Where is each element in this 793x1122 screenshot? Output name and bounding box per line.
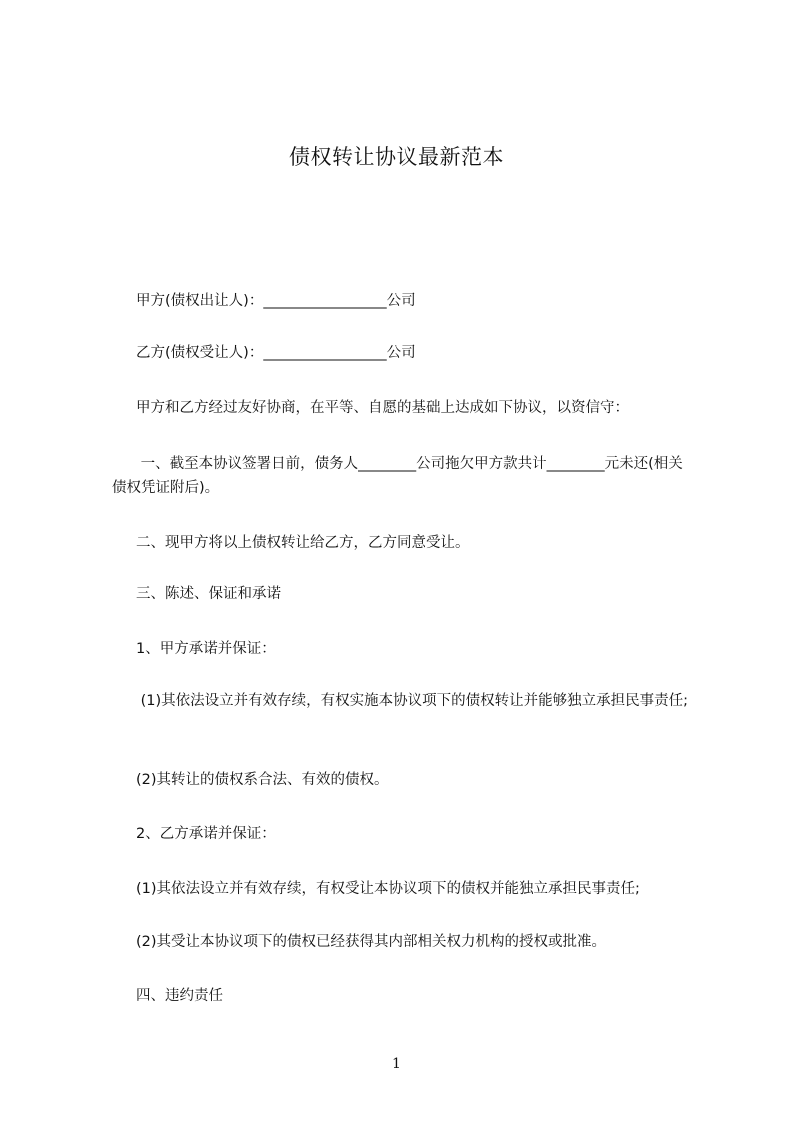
party-a-line: 甲方(债权出让人)：_________________公司 [136, 293, 416, 309]
party-b-warranty-item-1: (1)其依法设立并有效存续，有权受让本协议项下的债权并能独立承担民事责任; [136, 881, 640, 897]
clause-1-paragraph: 一、截至本协议签署日前，债务人________公司拖欠甲方款共计________元未还(相关债权凭证附后)。 [112, 456, 683, 496]
party-a-warranty-item-2: (2)其转让的债权系合法、有效的债权。 [136, 772, 389, 788]
document-title: 债权转让协议最新范本 [289, 145, 504, 169]
clause-2-paragraph: 二、现甲方将以上债权转让给乙方，乙方同意受让。 [136, 535, 470, 551]
clause-3-heading: 三、陈述、保证和承诺 [136, 586, 281, 602]
page-number: 1 [392, 1056, 401, 1072]
party-b-line: 乙方(债权受让人)：_________________公司 [136, 345, 416, 361]
clause-4-heading: 四、违约责任 [136, 988, 223, 1004]
party-b-warranty-heading: 2、乙方承诺并保证： [136, 826, 276, 842]
party-b-warranty-item-2: (2)其受让本协议项下的债权已经获得其内部相关权力机构的授权或批准。 [136, 934, 607, 950]
party-a-warranty-heading: 1、甲方承诺并保证： [136, 641, 276, 657]
intro-paragraph: 甲方和乙方经过友好协商，在平等、自愿的基础上达成如下协议，以资信守： [136, 400, 629, 416]
party-a-warranty-item-1: (1)其依法设立并有效存续，有权实施本协议项下的债权转让并能够独立承担民事责任; [136, 693, 689, 709]
